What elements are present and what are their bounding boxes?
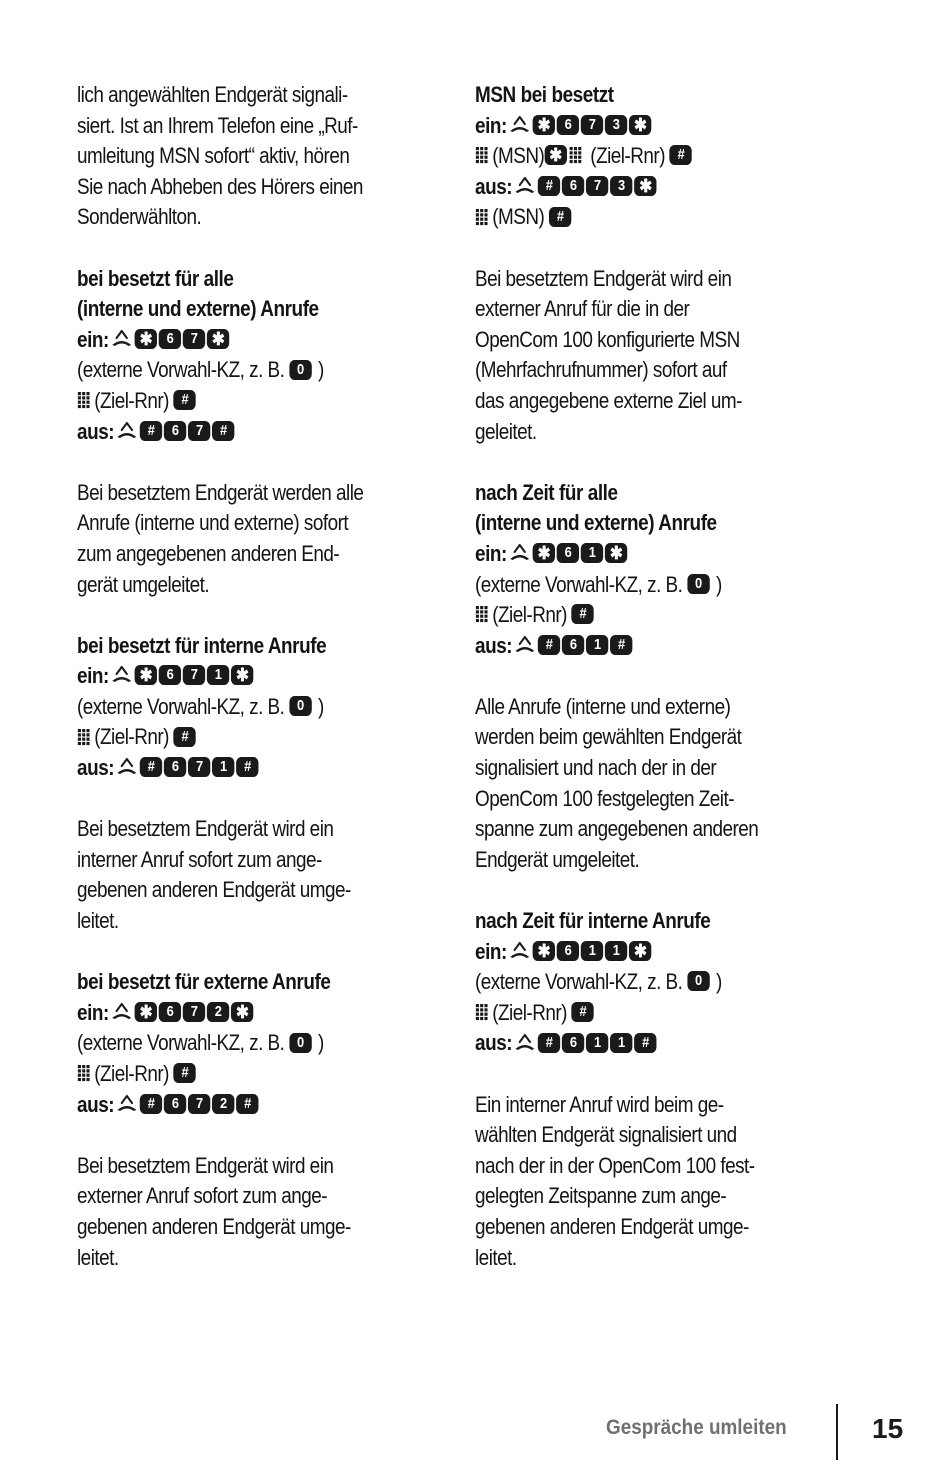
digit-key-1: 1 xyxy=(610,1033,632,1053)
digit-key-0: 0 xyxy=(289,360,311,380)
paragraph-gap xyxy=(475,875,835,906)
body-text-line: leitet. xyxy=(475,1244,517,1270)
body-text-line: wählten Endgerät signalisiert und xyxy=(475,1122,737,1148)
line-text: (MSN) xyxy=(492,204,550,230)
code-label: aus: xyxy=(77,1091,115,1117)
digit-key-6: 6 xyxy=(159,1002,181,1022)
digit-key-6: 6 xyxy=(164,421,186,441)
body-text-line: spanne zum angegebenen anderen xyxy=(475,816,759,842)
digit-key-1: 1 xyxy=(581,543,603,563)
code-label: aus: xyxy=(475,1030,513,1056)
digit-key-6: 6 xyxy=(159,665,181,685)
star-key-icon: ✱ xyxy=(605,543,627,563)
line-text: (externe Vorwahl-KZ, z. B. xyxy=(475,571,688,597)
line-text: (Ziel-Rnr) xyxy=(585,143,670,169)
body-text-line: gerät umgeleitet. xyxy=(77,571,210,597)
star-key-icon: ✱ xyxy=(135,329,157,349)
digit-key-6: 6 xyxy=(164,1094,186,1114)
target-number-line xyxy=(77,386,387,417)
digit-key-1: 1 xyxy=(207,665,229,685)
page-number: 15 xyxy=(872,1413,904,1444)
body-text-line: (Mehrfachrufnummer) sofort auf xyxy=(475,357,727,383)
hash-key-icon: # xyxy=(538,1033,560,1053)
line-text: ) xyxy=(313,1030,324,1056)
line-text: (Ziel-Rnr) xyxy=(492,999,572,1025)
hash-key-icon: # xyxy=(549,207,571,227)
handset-lift-icon xyxy=(514,176,536,194)
star-key-icon: ✱ xyxy=(135,1002,157,1022)
body-text-line xyxy=(475,570,785,601)
right-column xyxy=(475,80,835,1273)
digit-key-1: 1 xyxy=(586,1033,608,1053)
keypad-icon xyxy=(475,208,489,226)
star-key-icon: ✱ xyxy=(629,941,651,961)
dial-code-line xyxy=(77,661,387,692)
paragraph-gap xyxy=(475,1059,835,1090)
handset-lift-icon xyxy=(509,941,531,959)
digit-key-1: 1 xyxy=(581,941,603,961)
body-text-line xyxy=(77,355,387,386)
hash-key-icon: # xyxy=(572,1002,594,1022)
digit-key-0: 0 xyxy=(289,696,311,716)
line-text: (externe Vorwahl-KZ, z. B. xyxy=(77,1030,290,1056)
star-key-icon: ✱ xyxy=(533,115,555,135)
body-text-line: geleitet. xyxy=(475,418,537,444)
body-text-line: leitet. xyxy=(77,908,119,934)
dial-code-line xyxy=(475,111,785,142)
hash-key-icon: # xyxy=(236,757,258,777)
dial-code-line xyxy=(77,1090,387,1121)
handset-lift-icon xyxy=(514,635,536,653)
section-heading: MSN bei besetzt xyxy=(475,82,614,107)
keypad-icon xyxy=(475,146,489,164)
paragraph-gap xyxy=(77,233,437,264)
keypad-icon xyxy=(77,391,91,409)
digit-key-6: 6 xyxy=(159,329,181,349)
body-text-line: Bei besetztem Endgerät wird ein xyxy=(77,1152,334,1178)
handset-lift-icon xyxy=(111,329,133,347)
star-key-icon: ✱ xyxy=(231,665,253,685)
body-text-line: Sonderwählton. xyxy=(77,204,202,230)
code-label: ein: xyxy=(77,663,109,689)
body-text-line: Anrufe (interne und externe) sofort xyxy=(77,510,349,536)
handset-lift-icon xyxy=(111,665,133,683)
target-number-line xyxy=(77,722,387,753)
digit-key-7: 7 xyxy=(586,176,608,196)
section-heading: (interne und externe) Anrufe xyxy=(475,510,717,536)
code-label: aus: xyxy=(475,632,513,658)
handset-lift-icon xyxy=(116,1094,138,1112)
digit-key-7: 7 xyxy=(183,665,205,685)
body-text-line xyxy=(475,967,785,998)
digit-key-3: 3 xyxy=(610,176,632,196)
body-text-line: nach der in der OpenCom 100 fest- xyxy=(475,1152,755,1178)
hash-key-icon: # xyxy=(212,421,234,441)
line-text: (MSN) xyxy=(492,143,545,169)
star-key-icon: ✱ xyxy=(544,145,566,165)
section-heading: bei besetzt für externe Anrufe xyxy=(77,969,331,995)
digit-key-1: 1 xyxy=(586,635,608,655)
body-text-line: gebenen anderen Endgerät umge- xyxy=(77,1213,351,1239)
section-heading: nach Zeit für alle xyxy=(475,479,618,505)
body-text-line xyxy=(77,692,387,723)
section-heading: (interne und externe) Anrufe xyxy=(77,296,319,322)
hash-key-icon: # xyxy=(634,1033,656,1053)
hash-key-icon: # xyxy=(140,1094,162,1114)
body-text-line: leitet. xyxy=(77,1244,119,1270)
code-label: aus: xyxy=(77,755,115,781)
dial-code-line xyxy=(475,631,785,662)
body-text-line: Sie nach Abheben des Hörers einen xyxy=(77,173,363,199)
body-text-line: zum angegebenen anderen End- xyxy=(77,540,340,566)
body-text-line: externer Anruf für die in der xyxy=(475,296,690,322)
line-text: (Ziel-Rnr) xyxy=(492,602,572,628)
digit-key-2: 2 xyxy=(207,1002,229,1022)
footer-section-title: Gespräche umleiten xyxy=(606,1416,787,1439)
keypad-icon xyxy=(475,1003,489,1021)
dial-code-line xyxy=(475,937,785,968)
body-text-line: das angegebene externe Ziel um- xyxy=(475,387,742,413)
code-label: ein: xyxy=(77,326,109,352)
section-heading: bei besetzt für alle xyxy=(77,265,234,291)
handset-lift-icon xyxy=(111,1002,133,1020)
body-text-line: OpenCom 100 festgelegten Zeit- xyxy=(475,785,735,811)
digit-key-7: 7 xyxy=(581,115,603,135)
line-text: (Ziel-Rnr) xyxy=(94,724,174,750)
dial-code-line xyxy=(77,325,387,356)
body-text-line: siert. Ist an Ihrem Telefon eine „Ruf- xyxy=(77,112,358,138)
body-text-line: lich angewählten Endgerät signali- xyxy=(77,82,348,107)
body-text-line: Bei besetztem Endgerät wird ein xyxy=(475,265,732,291)
dial-code-line xyxy=(475,1028,785,1059)
star-key-icon: ✱ xyxy=(231,1002,253,1022)
hash-key-icon: # xyxy=(572,604,594,624)
target-number-line xyxy=(475,998,785,1029)
digit-key-6: 6 xyxy=(557,115,579,135)
digit-key-6: 6 xyxy=(557,543,579,563)
keypad-icon xyxy=(475,605,489,623)
dial-code-line xyxy=(475,172,785,203)
body-text-line: gebenen anderen Endgerät umge- xyxy=(77,877,351,903)
digit-key-6: 6 xyxy=(562,176,584,196)
body-text-line: umleitung MSN sofort“ aktiv, hören xyxy=(77,143,350,169)
line-text: (Ziel-Rnr) xyxy=(94,1061,174,1086)
star-key-icon: ✱ xyxy=(207,329,229,349)
handset-lift-icon xyxy=(509,115,531,133)
digit-key-0: 0 xyxy=(687,971,709,991)
code-label: ein: xyxy=(475,540,507,566)
handset-lift-icon xyxy=(116,757,138,775)
body-text-line: Alle Anrufe (interne und externe) xyxy=(475,693,731,719)
line-text: ) xyxy=(313,693,324,719)
line-text: ) xyxy=(313,357,324,383)
handset-lift-icon xyxy=(509,543,531,561)
code-label: ein: xyxy=(77,999,109,1025)
digit-key-1: 1 xyxy=(212,757,234,777)
body-text-line: OpenCom 100 konfigurierte MSN xyxy=(475,326,740,352)
target-number-line xyxy=(475,202,785,233)
body-text-line: signalisiert und nach der in der xyxy=(475,755,717,781)
digit-key-7: 7 xyxy=(188,421,210,441)
paragraph-gap xyxy=(475,447,835,478)
paragraph-gap xyxy=(475,233,835,264)
star-key-icon: ✱ xyxy=(135,665,157,685)
paragraph-gap xyxy=(77,447,437,478)
hash-key-icon: # xyxy=(174,1063,196,1083)
left-column xyxy=(77,80,437,1273)
digit-key-3: 3 xyxy=(605,115,627,135)
digit-key-2: 2 xyxy=(212,1094,234,1114)
handset-lift-icon xyxy=(116,421,138,439)
digit-key-7: 7 xyxy=(183,1002,205,1022)
keypad-icon xyxy=(77,728,91,746)
hash-key-icon: # xyxy=(140,421,162,441)
line-text: (externe Vorwahl-KZ, z. B. xyxy=(475,969,688,995)
paragraph-gap xyxy=(475,661,835,692)
digit-key-6: 6 xyxy=(562,1033,584,1053)
digit-key-0: 0 xyxy=(687,574,709,594)
body-text-line: gebenen anderen Endgerät umge- xyxy=(475,1213,749,1239)
code-label: ein: xyxy=(475,112,507,138)
code-label: aus: xyxy=(475,173,513,199)
line-text: (externe Vorwahl-KZ, z. B. xyxy=(77,357,290,383)
hash-key-icon: # xyxy=(174,390,196,410)
digit-key-6: 6 xyxy=(562,635,584,655)
hash-key-icon: # xyxy=(174,727,196,747)
paragraph-gap xyxy=(77,1120,437,1151)
target-number-line xyxy=(475,600,785,631)
handset-lift-icon xyxy=(514,1033,536,1051)
section-heading: bei besetzt für interne Anrufe xyxy=(77,632,327,658)
digit-key-6: 6 xyxy=(557,941,579,961)
hash-key-icon: # xyxy=(538,176,560,196)
body-text-line: externer Anruf sofort zum ange- xyxy=(77,1183,328,1209)
digit-key-1: 1 xyxy=(605,941,627,961)
code-label: aus: xyxy=(77,418,115,444)
target-number-line xyxy=(77,1059,387,1090)
line-text: ) xyxy=(711,969,722,995)
body-text-line: interner Anruf sofort zum ange- xyxy=(77,846,322,872)
dial-code-line xyxy=(77,998,387,1029)
hash-key-icon: # xyxy=(538,635,560,655)
line-text: ) xyxy=(711,571,722,597)
section-heading: nach Zeit für interne Anrufe xyxy=(475,908,711,934)
keypad-icon xyxy=(77,1064,91,1082)
line-text: (externe Vorwahl-KZ, z. B. xyxy=(77,693,290,719)
footer-divider xyxy=(836,1404,838,1460)
star-key-icon: ✱ xyxy=(629,115,651,135)
star-key-icon: ✱ xyxy=(533,543,555,563)
paragraph-gap xyxy=(77,937,437,968)
line-text: (Ziel-Rnr) xyxy=(94,387,174,413)
star-key-icon: ✱ xyxy=(533,941,555,961)
hash-key-icon: # xyxy=(140,757,162,777)
digit-key-0: 0 xyxy=(289,1033,311,1053)
msn-target-line xyxy=(475,141,785,172)
dial-code-line xyxy=(77,417,387,448)
hash-key-icon: # xyxy=(236,1094,258,1114)
body-text-line: Endgerät umgeleitet. xyxy=(475,846,640,872)
body-text-line xyxy=(77,1028,387,1059)
digit-key-6: 6 xyxy=(164,757,186,777)
body-text-line: gelegten Zeitspanne zum ange- xyxy=(475,1183,727,1209)
hash-key-icon: # xyxy=(670,145,692,165)
paragraph-gap xyxy=(77,600,437,631)
paragraph-gap xyxy=(77,784,437,815)
digit-key-7: 7 xyxy=(188,757,210,777)
dial-code-line xyxy=(77,753,387,784)
body-text-line: Bei besetztem Endgerät werden alle xyxy=(77,479,364,505)
body-text-line: Ein interner Anruf wird beim ge- xyxy=(475,1091,724,1117)
body-text-line: werden beim gewählten Endgerät xyxy=(475,724,742,750)
hash-key-icon: # xyxy=(610,635,632,655)
digit-key-7: 7 xyxy=(183,329,205,349)
digit-key-7: 7 xyxy=(188,1094,210,1114)
code-label: ein: xyxy=(475,938,507,964)
dial-code-line xyxy=(475,539,785,570)
star-key-icon: ✱ xyxy=(634,176,656,196)
keypad-icon xyxy=(568,146,582,164)
body-text-line: Bei besetztem Endgerät wird ein xyxy=(77,816,334,842)
